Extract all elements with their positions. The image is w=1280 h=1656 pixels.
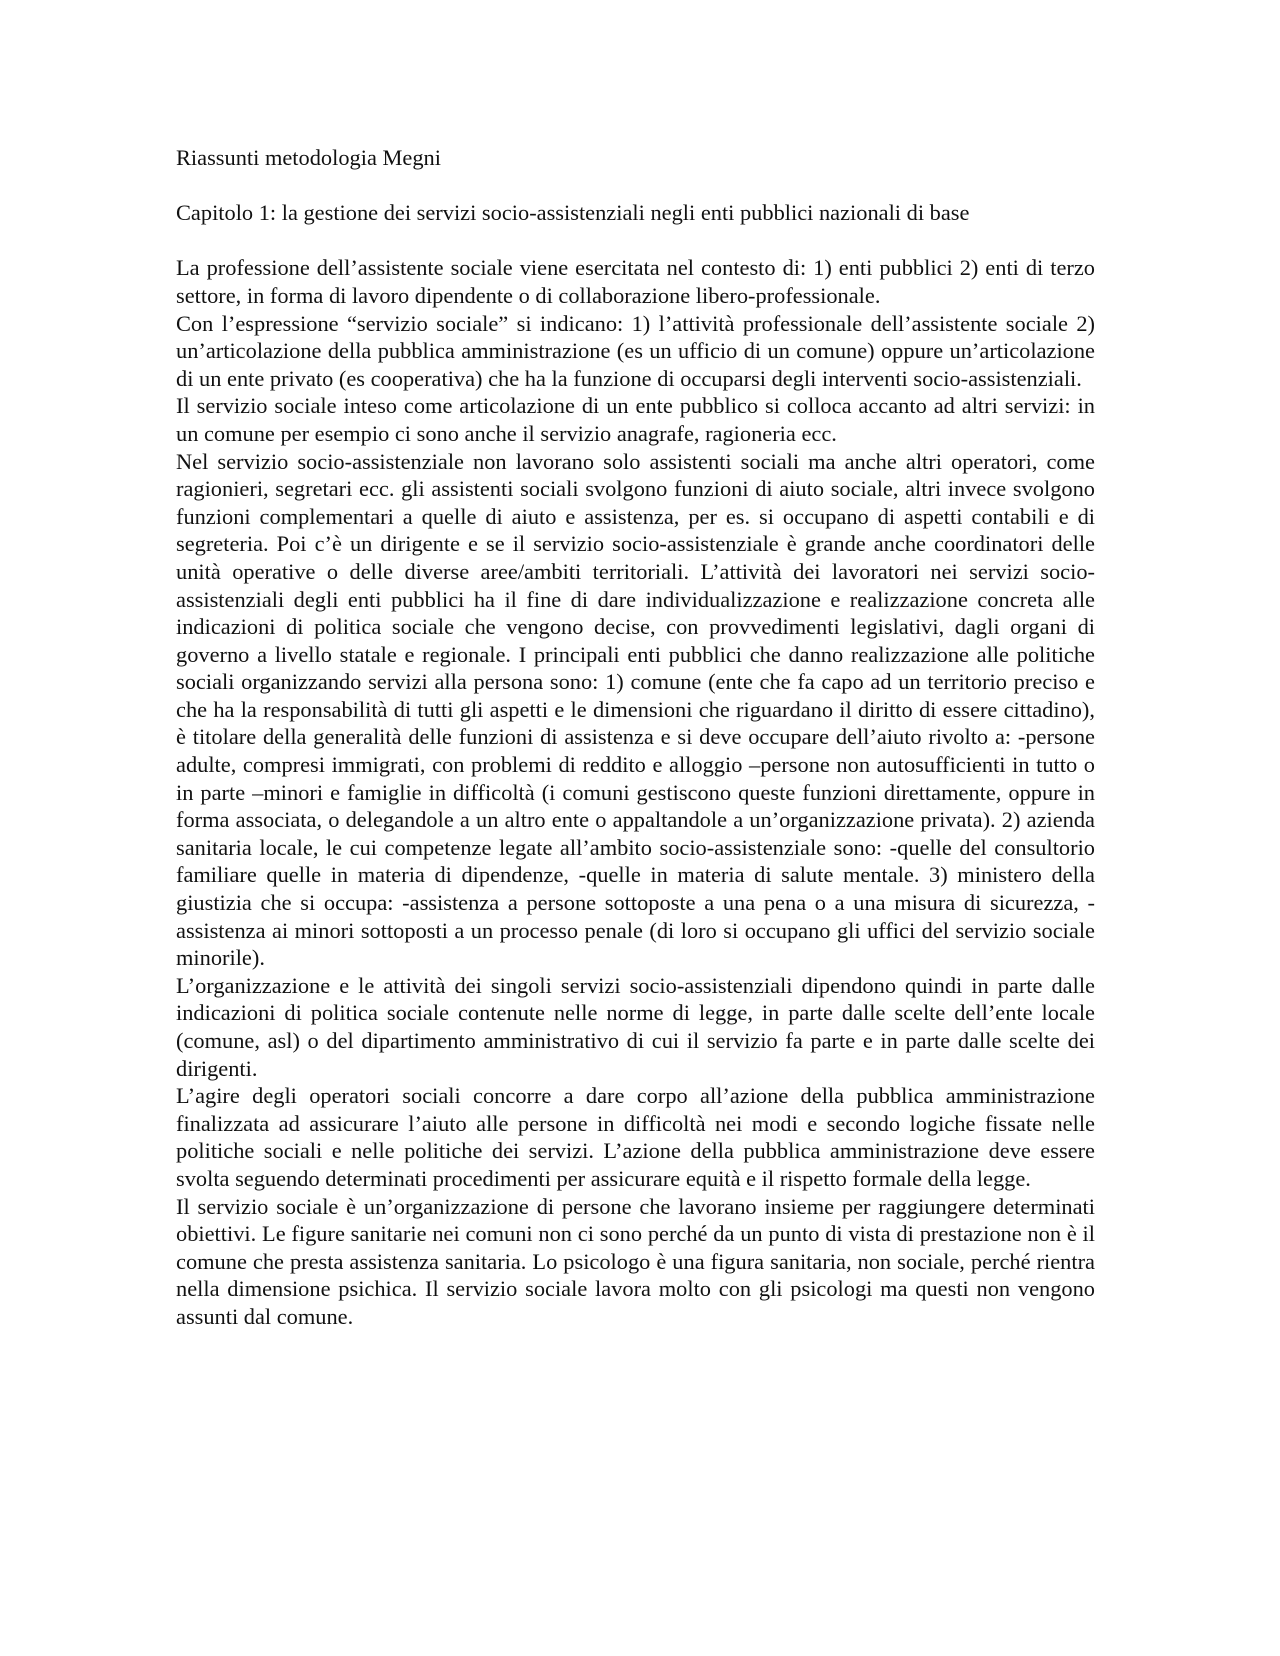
paragraph-3: Il servizio sociale inteso come articolazione di un ente pubblico si colloca accanto ad altri servizi: in un comune per esempio ci sono anche il servizio anagrafe, ragioneria ecc. [176, 393, 1095, 446]
paragraph-6: L’agire degli operatori sociali concorre a dare corpo all’azione della pubblica amministrazione finalizzata ad assicurare l’aiuto alle persone in difficoltà nei modi e secondo logiche fissate nelle politiche sociali e nelle politiche dei servizi. L’azione della pubblica amministrazione deve essere svolta seguendo determinati procedimenti per assicurare equità e il rispetto formale della legge. [176, 1083, 1095, 1191]
paragraph-5: L’organizzazione e le attività dei singoli servizi socio-assistenziali dipendono quindi in parte dalle indicazioni di politica sociale contenute nelle norme di legge, in parte dalle scelte dell’ente locale (comune, asl) o del dipartimento amministrativo di cui il servizio fa parte e in parte dalle scelte dei dirigenti. [176, 972, 1095, 1081]
paragraph-7: Il servizio sociale è un’organizzazione di persone che lavorano insieme per raggiungere determinati obiettivi. Le figure sanitarie nei comuni non ci sono perché da un punto di vista di prestazione non è il comune che presta assistenza sanitaria. Lo psicologo è una figura sanitaria, non sociale, perché rientra nella dimensione psichica. Il servizio sociale lavora molto con gli psicologi ma questi non vengono assunti dal comune. [176, 1193, 1095, 1329]
document-text [176, 144, 1095, 1331]
document-title: Riassunti metodologia Megni [176, 145, 441, 170]
document-body [176, 254, 1095, 1330]
paragraph-1: La professione dell’assistente sociale viene esercitata nel contesto di: 1) enti pubblici 2) enti di terzo settore, in forma di lavoro dipendente o di collaborazione libero-professionale. [176, 255, 1095, 308]
paragraph-4: Nel servizio socio-assistenziale non lavorano solo assistenti sociali ma anche altri operatori, come ragionieri, segretari ecc. gli assistenti sociali svolgono funzioni di aiuto sociale, altri invece svolgono funzioni complementari a quelle di aiuto e assistenza, per es. si occupano di aspetti contabili e di segreteria. Poi c’è un dirigente e se il servizio socio-assistenziale è grande anche coordinatori delle unità operative o delle diverse aree/ambiti territoriali. L’attività dei lavoratori nei servizi socio-assistenziali degli enti pubblici ha il fine di dare individualizzazione e realizzazione concreta alle indicazioni di politica sociale che vengono decise, con provvedimenti legislativi, dagli organi di governo a livello statale e regionale. I principali enti pubblici che danno realizzazione alle politiche sociali organizzando servizi alla persona sono: 1) comune (ente che fa capo ad un territorio preciso e che ha la responsabilità di tutti gli aspetti e le dimensioni che riguardano il diritto di essere cittadino), è titolare della generalità delle funzioni di assistenza e si deve occupare dell’aiuto rivolto a: -persone adulte, compresi immigrati, con problemi di reddito e alloggio –persone non autosufficienti in tutto o in parte –minori e famiglie in difficoltà (i comuni gestiscono queste funzioni direttamente, oppure in forma associata, o delegandole a un altro ente o appaltandole a un’organizzazione privata). 2) azienda sanitaria locale, le cui competenze legate all’ambito socio-assistenziale sono: -quelle del consultorio familiare quelle in materia di dipendenze, -quelle in materia di salute mentale. 3) ministero della giustizia che si occupa: -assistenza a persone sottoposte a una pena o a una misura di sicurezza, -assistenza ai minori sottoposti a un processo penale (di loro si occupano gli uffici del servizio sociale minorile). [176, 448, 1095, 971]
paragraph-2: Con l’espressione “servizio sociale” si indicano: 1) l’attività professionale dell’assistente sociale 2) un’articolazione della pubblica amministrazione (es un ufficio di un comune) oppure un’articolazione di un ente privato (es cooperativa) che ha la funzione di occuparsi degli interventi socio-assistenziali. [176, 310, 1095, 391]
chapter-title: Capitolo 1: la gestione dei servizi socio-assistenziali negli enti pubblici nazionali di base [176, 200, 970, 226]
